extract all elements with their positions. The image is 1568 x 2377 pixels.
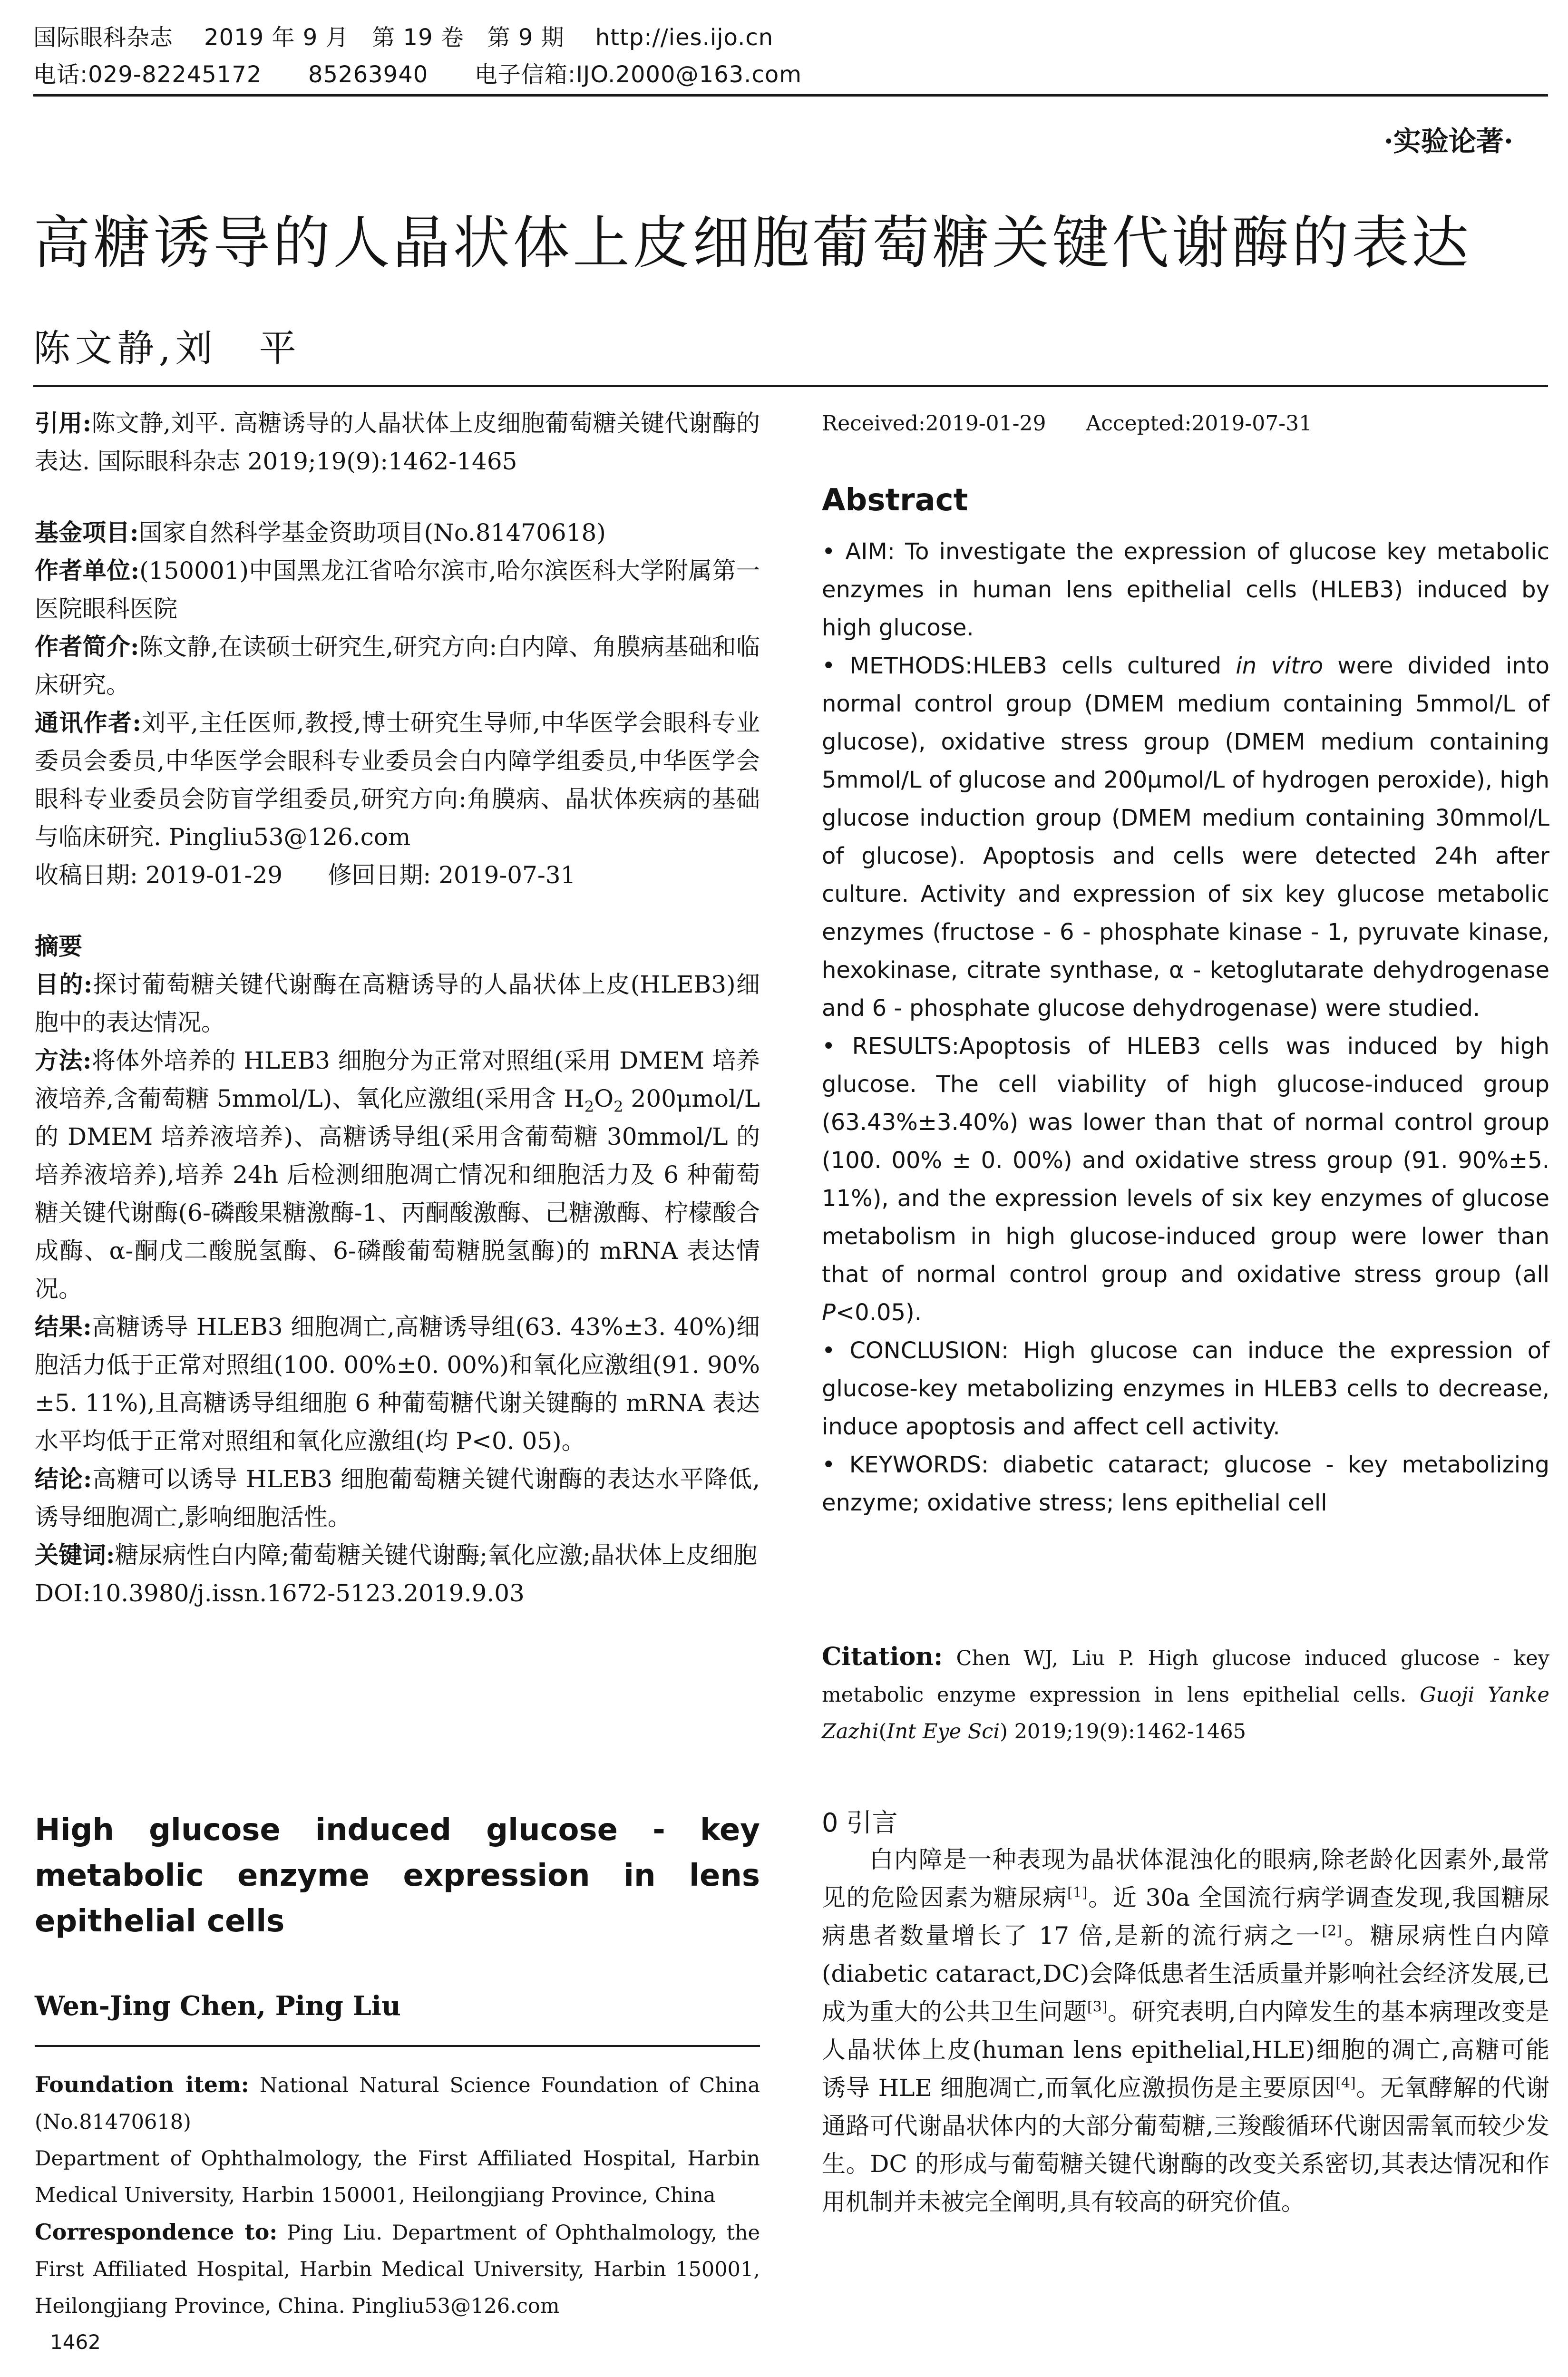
corr-block bbox=[35, 704, 760, 856]
methods-en-a: • METHODS:HLEB3 cells cultured bbox=[822, 653, 1236, 679]
results-en bbox=[822, 1027, 1549, 1332]
conclusion-en: • CONCLUSION: High glucose can induce the expression of glucose-key metabolizing enzymes in HLEB3 cells to decrease, induce apoptosis and affect cell activity. bbox=[822, 1337, 1549, 1440]
intro-text-5: 。无氧酵解的代谢通路可代谢晶状体内的大部分葡萄糖,三羧酸循环代谢因需氧而较少发生。DC 的形成与葡萄糖关键代谢酶的改变关系密切,其表达情况和作用机制并未被完全阐明,具有较高的研究价值。 bbox=[822, 2074, 1549, 2216]
keywords-cn bbox=[35, 1536, 760, 1574]
results-en-p: P bbox=[822, 1299, 836, 1326]
citation-en-a: Chen WJ, Liu P. High glucose induced glucose - key metabolic enzyme expression in lens epithelial cells. bbox=[822, 1646, 1549, 1707]
aim-cn-label: 目的: bbox=[35, 970, 93, 998]
corr-text: 刘平,主任医师,教授,博士研究生导师,中华医学会眼科专业委员会委员,中华医学会眼科专业委员会白内障学组委员,中华医学会眼科专业委员会防盲学组委员,研究方向:角膜病、晶状体疾病的基础与临床研究. Pingliu53@126.com bbox=[35, 709, 760, 851]
citation-block bbox=[35, 404, 760, 480]
english-affiliation-block bbox=[35, 2066, 760, 2325]
results-cn bbox=[35, 1308, 760, 1460]
intro-heading: 0 引言 bbox=[822, 1808, 898, 1838]
methods-en-b: were divided into normal control group (DMEM medium containing 5mmol/L of glucose), oxidative stress group (DMEM medium containing 5mmol/L of glucose and 200μmol/L of hydrogen peroxide), high glucose induction group (DMEM medium containing 30mmol/L of glucose). Apoptosis and cells were detected 24h after culture. Activity and expression of six key glucose metabolic enzymes (fructose - 6 - phosphate kinase - 1, pyruvate kinase, hexokinase, citrate synthase, α - ketoglutarate dehydrogenase and 6 - phosphate glucose dehydrogenase) were studied. bbox=[822, 653, 1550, 1022]
english-authors: Wen-Jing Chen, Ping Liu bbox=[35, 1990, 401, 2022]
english-authors-rule bbox=[35, 2045, 760, 2047]
received-accepted: Received:2019-01-29 Accepted:2019-07-31 bbox=[822, 411, 1313, 436]
corr-label: 通讯作者: bbox=[35, 709, 141, 737]
results-en-a: • RESULTS:Apoptosis of HLEB3 cells was induced by high glucose. The cell viability of high glucose-induced group (63.43%±3.40%) was lower than that of normal control group (100. 00% ± 0. 00%) and oxidative stress group (91. 90%±5. 11%), and the expression levels of six key enzymes of glucose metabolism in high glucose-induced group were lower than that of normal control group and oxidative stress group (all bbox=[822, 1033, 1549, 1288]
methods-cn bbox=[35, 1042, 760, 1308]
correspondence-label: Correspondence to: bbox=[35, 2219, 278, 2245]
dates: 收稿日期: 2019-01-29 修回日期: 2019-07-31 bbox=[35, 861, 576, 889]
authors: 陈文静,刘 平 bbox=[33, 327, 301, 370]
methods-en bbox=[822, 647, 1549, 1027]
ref-1: [1] bbox=[1067, 1884, 1088, 1901]
citation-en-c: ) 2019;19(9):1462-1465 bbox=[1000, 1720, 1246, 1744]
department: Department of Ophthalmology, the First Affiliated Hospital, Harbin Medical University, Harbin 150001, Heilongjiang Province, China bbox=[35, 2147, 760, 2207]
methods-cn-text-b: 200μmol/L 的 DMEM 培养液培养)、高糖诱导组(采用含葡萄糖 30mmol/L 的培养液培养),培养 24h 后检测细胞凋亡情况和细胞活力及 6 种葡萄糖关键代谢酶(6-磷酸果糖激酶-1、丙酮酸激酶、己糖激酶、柠檬酸合成酶、α-酮戊二酸脱氢酶、6-磷酸葡萄糖脱氢酶)的 mRNA 表达情况。 bbox=[35, 1085, 760, 1303]
left-column-meta bbox=[35, 404, 760, 1612]
citation-text: 陈文静,刘平. 高糖诱导的人晶状体上皮细胞葡萄糖关键代谢酶的表达. 国际眼科杂志 2019;19(9):1462-1465 bbox=[35, 409, 760, 475]
journal-header-line-1: 国际眼科杂志 2019 年 9 月 第 19 卷 第 9 期 http://ies.ijo.cn bbox=[33, 24, 774, 51]
citation-label: 引用: bbox=[35, 409, 92, 437]
citation-en-journal: Guoji Yanke Zazhi bbox=[822, 1683, 1549, 1744]
unit-block bbox=[35, 552, 760, 628]
citation-en bbox=[822, 1638, 1549, 1750]
bio-block bbox=[35, 628, 760, 704]
aim-en: • AIM: To investigate the expression of glucose key metabolic enzymes in human lens epithelial cells (HLEB3) induced by high glucose. bbox=[822, 538, 1549, 641]
methods-cn-label: 方法: bbox=[35, 1046, 92, 1074]
intro-text-2: 。近 30a 全国流行病学调查发现,我国糖尿病患者数量增长了 17 倍,是新的流行病之一 bbox=[822, 1884, 1549, 1949]
citation-en-label: Citation: bbox=[822, 1642, 943, 1671]
conclusion-cn-text: 高糖可以诱导 HLEB3 细胞葡萄糖关键代谢酶的表达水平降低,诱导细胞凋亡,影响细胞活性。 bbox=[35, 1465, 760, 1531]
intro-text-3: 。糖尿病性白内障(diabetic cataract,DC)会降低患者生活质量并影响社会经济发展,已成为重大的公共卫生问题 bbox=[822, 1922, 1549, 2026]
ref-2: [2] bbox=[1322, 1922, 1342, 1939]
foundation-label: Foundation item: bbox=[35, 2072, 249, 2097]
abstract-cn-heading: 摘要 bbox=[35, 932, 82, 960]
bio-label: 作者简介: bbox=[35, 633, 139, 661]
correspondence-text: Ping Liu. Department of Ophthalmology, the First Affiliated Hospital, Harbin Medical University, Harbin 150001, Heilongjiang Province, China. Pingliu53@126.com bbox=[35, 2221, 760, 2318]
doi: DOI:10.3980/j.issn.1672-5123.2019.9.03 bbox=[35, 1579, 525, 1607]
english-title: High glucose induced glucose - key metabolic enzyme expression in lens epithelial cells bbox=[35, 1812, 760, 1939]
ref-3: [3] bbox=[1087, 1998, 1108, 2016]
foundation-item bbox=[35, 2066, 760, 2141]
fund-label: 基金项目: bbox=[35, 518, 139, 546]
keywords-en: • KEYWORDS: diabetic cataract; glucose - key metabolizing enzyme; oxidative stress; lens epithelial cell bbox=[822, 1452, 1549, 1516]
foundation-text: National Natural Science Foundation of China (No.81470618) bbox=[35, 2074, 760, 2134]
correspondence bbox=[35, 2214, 760, 2325]
title-rule bbox=[33, 385, 1548, 387]
methods-cn-mid: O bbox=[594, 1085, 614, 1112]
unit-text: (150001)中国黑龙江省哈尔滨市,哈尔滨医科大学附属第一医院眼科医院 bbox=[35, 557, 760, 623]
citation-en-b: ( bbox=[878, 1720, 887, 1744]
intro-text-1: 白内障是一种表现为晶状体混浊化的眼病,除老龄化因素外,最常见的危险因素为糖尿病 bbox=[822, 1846, 1549, 1911]
intro-paragraph bbox=[822, 1841, 1549, 2221]
article-title: 高糖诱导的人晶状体上皮细胞葡萄糖关键代谢酶的表达 bbox=[33, 210, 1471, 276]
abstract-en-heading: Abstract bbox=[822, 483, 968, 518]
results-cn-label: 结果: bbox=[35, 1313, 92, 1341]
intro-text-4: 。研究表明,白内障发生的基本病理改变是人晶状体上皮(human lens epithelial,HLE)细胞的凋亡,高糖可能诱导 HLE 细胞凋亡,而氧化应激损伤是主要原因 bbox=[822, 1998, 1549, 2102]
bio-text: 陈文静,在读硕士研究生,研究方向:白内障、角膜病基础和临床研究。 bbox=[35, 633, 760, 699]
keywords-cn-label: 关键词: bbox=[35, 1541, 115, 1569]
intro-body bbox=[822, 1841, 1549, 2221]
citation-en-journal2: Int Eye Sci bbox=[886, 1720, 1000, 1744]
methods-cn-sub-1: 2 bbox=[584, 1098, 594, 1116]
conclusion-cn-label: 结论: bbox=[35, 1465, 92, 1493]
methods-cn-text-a: 将体外培养的 HLEB3 细胞分为正常对照组(采用 DMEM 培养液培养,含葡萄糖 5mmol/L)、氧化应激组(采用含 H bbox=[35, 1047, 760, 1112]
results-en-b: <0.05). bbox=[835, 1299, 922, 1326]
methods-en-italic: in vitro bbox=[1236, 653, 1324, 679]
results-cn-text: 高糖诱导 HLEB3 细胞凋亡,高糖诱导组(63. 43%±3. 40%)细胞活力低于正常对照组(100. 00%±0. 00%)和氧化应激组(91. 90%±5. 11%),且高糖诱导组细胞 6 种葡萄糖代谢关键酶的 mRNA 表达水平均低于正常对照组和氧化应激组(均 P<0. 05)。 bbox=[35, 1313, 760, 1455]
conclusion-cn bbox=[35, 1460, 760, 1536]
journal-header-line-2: 电话:029-82245172 85263940 电子信箱:IJO.2000@163.com bbox=[33, 61, 802, 88]
methods-cn-sub-2: 2 bbox=[614, 1098, 623, 1116]
unit-label: 作者单位: bbox=[35, 556, 140, 585]
section-tag: ·实验论著· bbox=[1383, 125, 1513, 157]
aim-cn bbox=[35, 965, 760, 1042]
keywords-cn-text: 糖尿病性白内障;葡萄糖关键代谢酶;氧化应激;晶状体上皮细胞 bbox=[115, 1541, 758, 1569]
header-rule bbox=[33, 94, 1548, 97]
fund-text: 国家自然科学基金资助项目(No.81470618) bbox=[138, 519, 606, 546]
page-number: 1462 bbox=[50, 2330, 101, 2354]
ref-4: [4] bbox=[1335, 2075, 1356, 2092]
fund-block bbox=[35, 514, 760, 552]
abstract-en-body bbox=[822, 533, 1549, 1522]
aim-cn-text: 探讨葡萄糖关键代谢酶在高糖诱导的人晶状体上皮(HLEB3)细胞中的表达情况。 bbox=[35, 971, 760, 1036]
